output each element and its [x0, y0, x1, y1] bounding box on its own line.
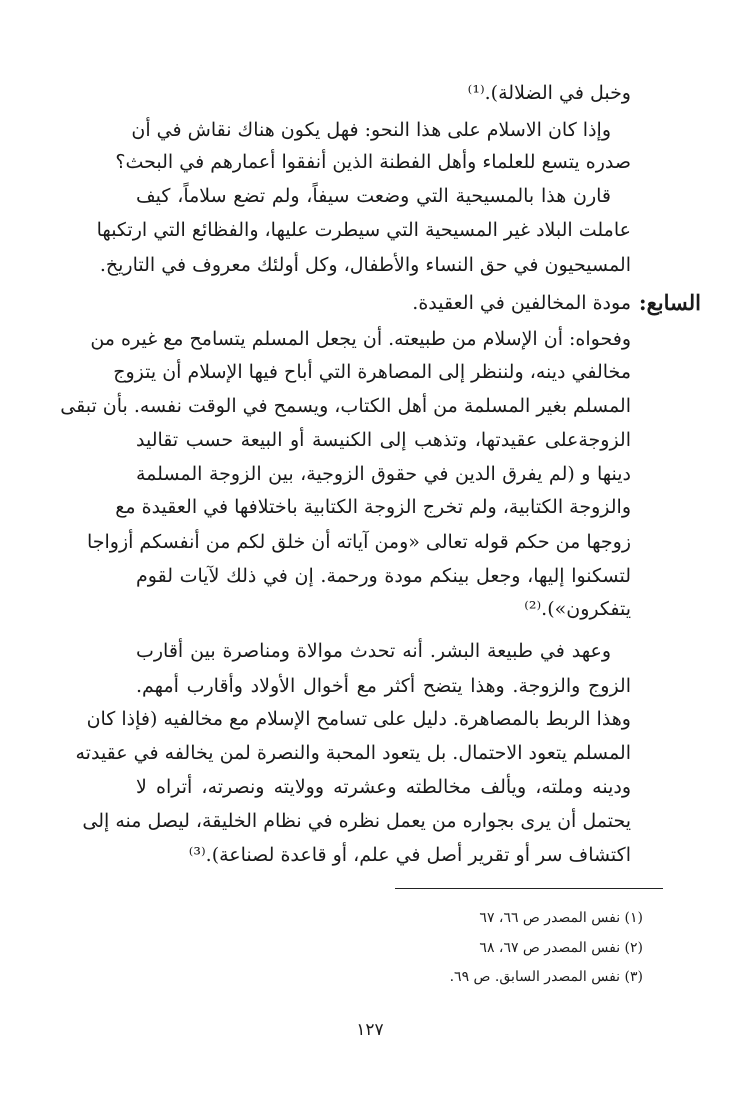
text-line: وإذا كان الاسلام على هذا النحو: فهل يكون هناك نقاش في أن [131, 119, 611, 141]
footnote: (١) نفس المصدر ص ٦٦، ٦٧ [479, 910, 643, 926]
text-line: الزوج والزوجة. وهذا يتضح أكثر مع أخوال الأولاد وأقارب أمهم. [136, 675, 631, 697]
section-heading-label: السابع: [638, 290, 701, 315]
text-line: يتفكرون»).⁽²⁾ [524, 598, 631, 620]
text-line: وفحواه: أن الإسلام من طبيعته. أن يجعل المسلم يتسامح مع غيره من [90, 328, 631, 350]
text-line: وخبل في الضلالة).⁽¹⁾ [467, 82, 631, 104]
text-line: يحتمل أن يرى بجواره من يعمل نظره في نظام الخليقة، ليصل منه إلى [82, 810, 631, 832]
text-line: صدره يتسع للعلماء وأهل الفطنة الذين أنفقوا أعمارهم في البحث؟ [115, 151, 631, 173]
text-line: وهذا الربط بالمصاهرة. دليل على تسامح الإسلام مع مخالفيه (فإذا كان [86, 708, 631, 730]
text-line: قارن هذا بالمسيحية التي وضعت سيفاً، ولم تضع سلاماً، كيف [136, 185, 611, 207]
footnote-divider [395, 888, 663, 889]
text-line: مخالفي دينه، ولننظر إلى المصاهرة التي أباح فيها الإسلام أن يتزوج [113, 361, 631, 383]
text-line: لتسكنوا إليها، وجعل بينكم مودة ورحمة. إن في ذلك لآيات لقوم [136, 565, 631, 587]
text-line: اكتشاف سر أو تقرير أصل في علم، أو قاعدة لصناعة).⁽³⁾ [188, 844, 631, 866]
text-line: زوجها من حكم قوله تعالى «ومن آياته أن خلق لكم من أنفسكم أزواجا [86, 531, 631, 553]
text-line: والزوجة الكتابية، ولم تخرج الزوجة الكتابية باختلافها في العقيدة مع [115, 496, 631, 518]
text-line: الزوجةعلى عقيدتها، وتذهب إلى الكنيسة أو البيعة حسب تقاليد [136, 429, 631, 451]
text-line: عاملت البلاد غير المسيحية التي سيطرت عليها، والفظائع التي ارتكبها [96, 219, 631, 241]
section-heading-text: مودة المخالفين في العقيدة. [412, 292, 631, 314]
text-line: المسلم بغير المسلمة من أهل الكتاب، ويسمح في الوقت نفسه. بأن تبقى [60, 395, 631, 417]
text-line: وعهد في طبيعة البشر. أنه تحدث موالاة ومناصرة بين أقارب [136, 640, 611, 662]
text-line: المسيحيون في حق النساء والأطفال، وكل أولئك معروف في التاريخ. [99, 254, 631, 276]
page-number: ١٢٧ [356, 1020, 384, 1040]
text-line: المسلم يتعود الاحتمال. بل يتعود المحبة والنصرة لمن يخالفه في عقيدته [75, 742, 631, 764]
text-line: ودينه وملته، ويألف مخالطته وعشرته وولايته ونصرته، أتراه لا [136, 776, 631, 798]
footnote: (٢) نفس المصدر ص ٦٧، ٦٨ [479, 940, 643, 956]
footnote: (٣) نفس المصدر السابق. ص ٦٩. [449, 969, 643, 985]
text-line: دينها و (لم يفرق الدين في حقوق الزوجية، بين الزوجة المسلمة [136, 463, 631, 485]
